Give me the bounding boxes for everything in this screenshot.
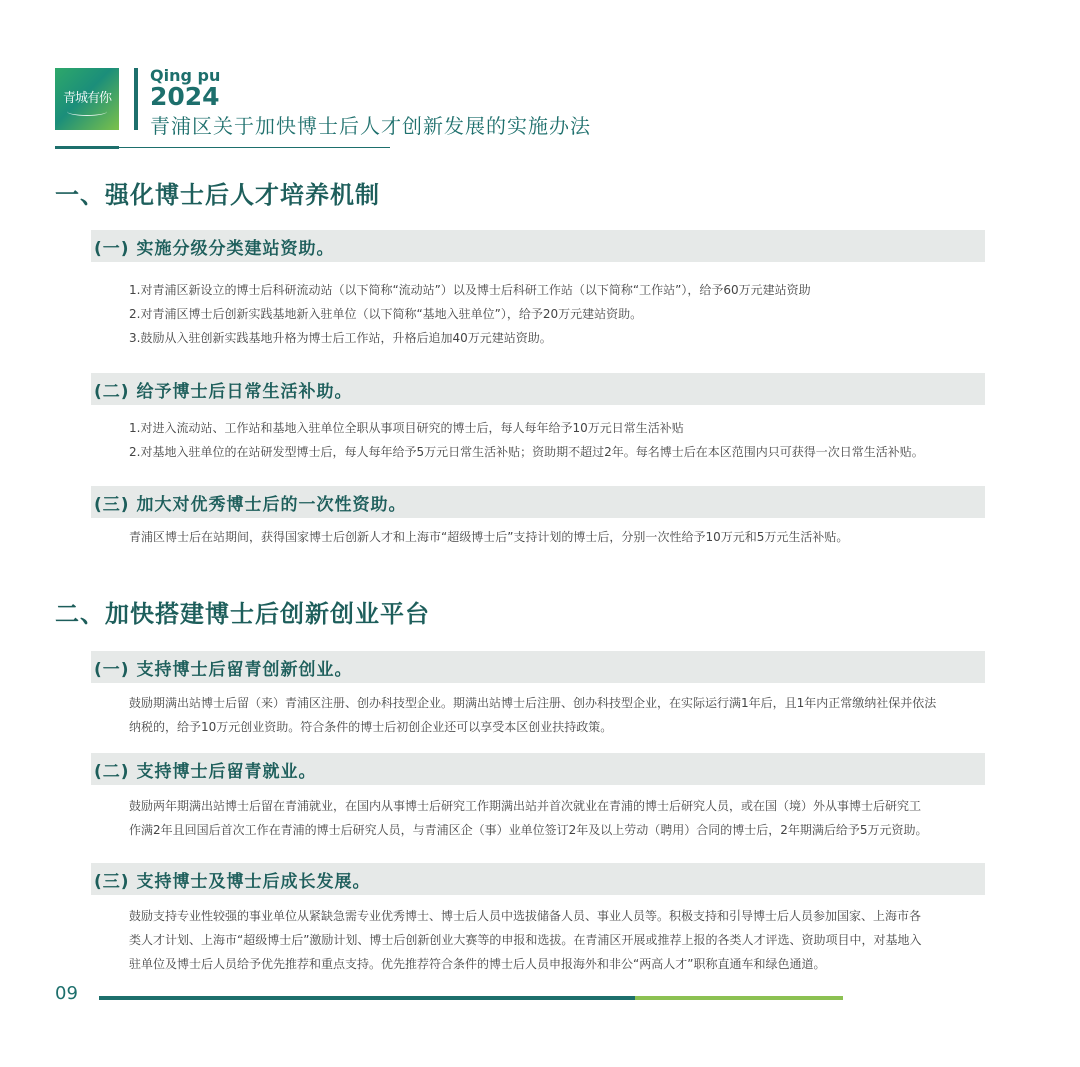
subsection-bar — [91, 230, 985, 262]
logo-swoosh-icon — [67, 107, 107, 116]
section-heading: 一、强化博士后人才培养机制 — [55, 181, 380, 209]
body-line: 2.对基地入驻单位的在站研发型博士后，每人每年给予5万元日常生活补贴；资助期不超过2年。每名博士后在本区范围内只可获得一次日常生活补贴。 — [129, 445, 924, 459]
subsection-bar — [91, 651, 985, 683]
subsection-bar — [91, 373, 985, 405]
subsection-bar — [91, 753, 985, 785]
body-line: 鼓励支持专业性较强的事业单位从紧缺急需专业优秀博士、博士后人员中选拔储备人员、事业人员等。积极支持和引导博士后人员参加国家、上海市各 — [129, 909, 922, 923]
body-line: 纳税的，给予10万元创业资助。符合条件的博士后初创企业还可以享受本区创业扶持政策。 — [129, 720, 613, 734]
body-line: 1.对青浦区新设立的博士后科研流动站（以下简称“流动站”）以及博士后科研工作站（以下简称“工作站”），给予60万元建站资助 — [129, 283, 811, 297]
header-rule-accent — [55, 146, 119, 149]
body-line: 青浦区博士后在站期间，获得国家博士后创新人才和上海市“超级博士后”支持计划的博士后，分别一次性给予10万元和5万元生活补贴。 — [129, 530, 849, 544]
subsection-heading: (一) 实施分级分类建站资助。 — [94, 238, 335, 259]
page-number: 09 — [55, 983, 78, 1004]
brand-name: Qing pu — [150, 66, 221, 85]
body-line: 作满2年且回国后首次工作在青浦的博士后研究人员，与青浦区企（事）业单位签订2年及以上劳动（聘用）合同的博士后，2年期满后给予5万元资助。 — [129, 823, 928, 837]
body-line: 1.对进入流动站、工作站和基地入驻单位全职从事项目研究的博士后，每人每年给予10万元日常生活补贴 — [129, 421, 684, 435]
brand-year: 2024 — [150, 82, 220, 111]
body-line: 鼓励两年期满出站博士后留在青浦就业，在国内从事博士后研究工作期满出站并首次就业在青浦的博士后研究人员，或在国（境）外从事博士后研究工 — [129, 799, 922, 813]
body-line: 2.对青浦区博士后创新实践基地新入驻单位（以下简称“基地入驻单位”），给予20万元建站资助。 — [129, 307, 643, 321]
subsection-heading: (一) 支持博士后留青创新创业。 — [94, 659, 353, 680]
subsection-heading: (三) 加大对优秀博士后的一次性资助。 — [94, 494, 407, 515]
body-line: 鼓励期满出站博士后留（来）青浦区注册、创办科技型企业。期满出站博士后注册、创办科技型企业，在实际运行满1年后，且1年内正常缴纳社保并依法 — [129, 696, 937, 710]
footer-rule — [99, 996, 635, 1000]
logo-text: 青城有你 — [62, 90, 111, 106]
body-line: 驻单位及博士后人员给予优先推荐和重点支持。优先推荐符合条件的博士后人员申报海外和非公“两高人才”职称直通车和绿色通道。 — [129, 957, 826, 971]
subsection-bar — [91, 863, 985, 895]
header-rule — [119, 147, 390, 148]
page-title: 青浦区关于加快博士后人才创新发展的实施办法 — [150, 114, 591, 138]
brand-logo — [55, 68, 119, 130]
footer-rule-accent — [635, 996, 843, 1000]
subsection-heading: (三) 支持博士及博士后成长发展。 — [94, 871, 371, 892]
body-line: 类人才计划、上海市“超级博士后”激励计划、博士后创新创业大赛等的申报和选拔。在青浦区开展或推荐上报的各类人才评选、资助项目中，对基地入 — [129, 933, 922, 947]
subsection-heading: (二) 支持博士后留青就业。 — [94, 761, 317, 782]
subsection-heading: (二) 给予博士后日常生活补助。 — [94, 381, 353, 402]
body-line: 3.鼓励从入驻创新实践基地升格为博士后工作站，升格后追加40万元建站资助。 — [129, 331, 552, 345]
section-heading: 二、加快搭建博士后创新创业平台 — [55, 600, 430, 628]
subsection-bar — [91, 486, 985, 518]
header-divider — [134, 68, 138, 130]
